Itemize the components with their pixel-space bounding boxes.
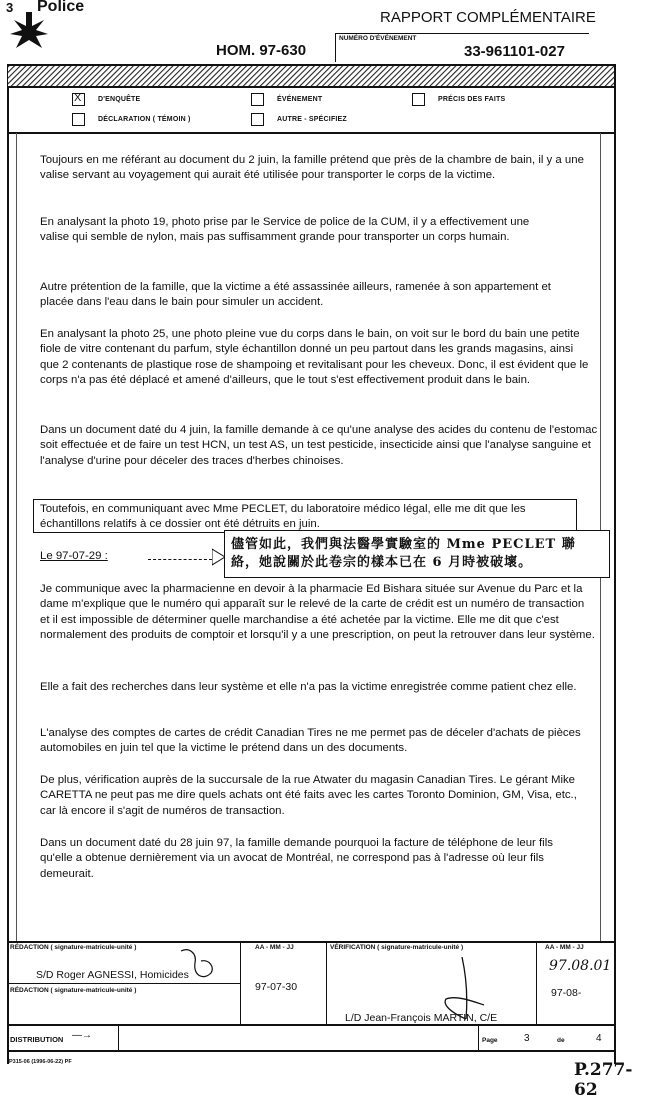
paragraph-5: Dans un document daté du 4 juin, la famille demande à ce qu'une analyse des acides du contenu de l'estomac soit effectuée et de faire un test HCN, un test AS, un test pesticide, insecticide ainsi que l'analyse sanguine et l'analyse d'urine pour déceler des traces d'herbes chinoises. bbox=[40, 424, 598, 467]
date-heading: Le 97-07-29 : bbox=[40, 550, 108, 562]
handwritten-date: 97.08.01 bbox=[549, 958, 612, 974]
footer-top-rule bbox=[7, 941, 615, 943]
verification-date-label: AA - MM - JJ bbox=[545, 944, 584, 951]
page-label: Page bbox=[482, 1037, 498, 1044]
redaction-date: 97-07-30 bbox=[255, 981, 298, 993]
stamp-reference: P.277-62 bbox=[574, 1060, 633, 1100]
chinese-annotation-box bbox=[224, 530, 610, 578]
file-reference: HOM. 97-630 bbox=[216, 42, 307, 59]
distribution-label: DISTRIBUTION bbox=[10, 1035, 64, 1044]
checkbox-label-declaration: DÉCLARATION ( TÉMOIN ) bbox=[98, 116, 191, 123]
page-col bbox=[478, 1025, 479, 1051]
banner-bottom-rule bbox=[7, 86, 615, 88]
checkbox-label-evenement: ÉVÉNEMENT bbox=[277, 96, 323, 103]
verifier-signature bbox=[432, 955, 492, 1025]
chinese-annotation: 儘管如此，我們與法醫學實驗室的 Mme PECLET 聯絡，她說關於此卷宗的樣本已在 6 月時被破壞。 bbox=[231, 537, 576, 570]
distribution-col bbox=[118, 1025, 119, 1051]
frame-right-rule bbox=[614, 64, 616, 1064]
checkbox-label-precis: PRÉCIS DES FAITS bbox=[438, 96, 506, 103]
paragraph-11: Dans un document daté du 28 juin 97, la famille demande pourquoi la facture de téléphone de leur fils qu'elle a obtenue dernièrement via un avocat de Montréal, ne correspond pas à l'adresse où leur fils demeurait. bbox=[40, 837, 553, 880]
checkbox-declaration[interactable] bbox=[72, 113, 85, 126]
redactor-signature bbox=[175, 945, 219, 985]
paragraph-6: Toutefois, en communiquant avec Mme PECLET, du laboratoire médico légal, elle me dit que les échantillons relatifs à ce dossier ont été détruits en juin. bbox=[40, 503, 526, 531]
event-number-label: NUMÉRO D'ÉVÉNEMENT bbox=[339, 35, 417, 42]
page-mark: 3 bbox=[6, 0, 14, 15]
footer-col-3 bbox=[536, 941, 537, 1025]
checkbox-mark: X bbox=[74, 92, 82, 104]
checkbox-autre[interactable] bbox=[251, 113, 264, 126]
paragraph-4: En analysant la photo 25, une photo pleine vue du corps dans le bain, on voit sur le bord du bain une petite fiole de vitre contenant du parfum, style échantillon donné un peu partout dans les grands magasins, ainsi que 2 contenants de plastique rose de shampoing et revitalisant pour les cheveux. Donc, il est évident que le corps n'a pas été déplacé et amené d'ailleurs, que le tout s'est effectivement produit dans le bain. bbox=[40, 328, 589, 387]
verifier-name: L/D Jean-François MARTIN, C/E bbox=[345, 1012, 498, 1024]
page-total: 4 bbox=[596, 1033, 602, 1044]
checkbox-label-enquete: D'ENQUÊTE bbox=[98, 96, 141, 103]
form-banner bbox=[8, 66, 614, 86]
distribution-bottom-rule bbox=[7, 1050, 615, 1052]
paragraph-3: Autre prétention de la famille, que la victime a été assassinée ailleurs, ramenée à son appartement et placée dans l'eau dans le bain pour simuler un accident. bbox=[40, 281, 551, 309]
footer-bottom-rule bbox=[7, 1024, 615, 1026]
redaction-label: RÉDACTION ( signature-matricule-unité ) bbox=[10, 944, 137, 951]
paragraph-10: De plus, vérification auprès de la succursale de la rue Atwater du magasin Canadian Tires. Le gérant Mike CARETTA ne peut pas me dire quels achats ont été faits avec les cartes Toronto Dominion, GM, Visa, etc., car là encore il s'agit de numéros de transaction. bbox=[40, 774, 577, 817]
police-logo-icon bbox=[8, 12, 50, 52]
checkbox-evenement[interactable] bbox=[251, 93, 264, 106]
redaction-date-label: AA - MM - JJ bbox=[255, 944, 294, 951]
inner-left-rule bbox=[16, 133, 17, 941]
redaction-label-2: RÉDACTION ( signature-matricule-unité ) bbox=[10, 987, 137, 994]
page-of-label: de bbox=[557, 1037, 565, 1044]
date-heading-rule bbox=[148, 559, 212, 560]
checkbox-section-rule bbox=[7, 132, 615, 134]
paragraph-8: Elle a fait des recherches dans leur système et elle n'a pas la victime enregistrée comme patient chez elle. bbox=[40, 681, 577, 693]
page-current: 3 bbox=[524, 1033, 530, 1044]
agency-name: Police bbox=[37, 0, 85, 15]
checkbox-label-autre: AUTRE - SPÉCIFIEZ bbox=[277, 116, 347, 123]
report-title: RAPPORT COMPLÉMENTAIRE bbox=[380, 9, 596, 26]
verification-date: 97-08- bbox=[551, 987, 582, 999]
footer-col-2 bbox=[326, 941, 327, 1025]
verification-label: VÉRIFICATION ( signature-matricule-unité ) bbox=[330, 944, 464, 951]
checkbox-precis-des-faits[interactable] bbox=[412, 93, 425, 106]
paragraph-1: Toujours en me référant au document du 2 juin, la famille prétend que près de la chambre de bain, il y a une valise servant au voyagement qui aurait été utilisée pour transporter le corps de la victime. bbox=[40, 154, 584, 182]
paragraph-7: Je communique avec la pharmacienne en devoir à la pharmacie Ed Bishara située sur Avenue du Parc et la dame m'explique que le numéro qui apparaît sur le relevé de la carte de crédit est un numéro de transaction et il est impossible de déterminer quelle marchandise a été achetée par la victime. Elle me dit que c'est normalement des produits de comptoir et lorsqu'il y a une prescription, on peut la retrouver dans leur système. bbox=[40, 583, 595, 642]
form-code: P315-06 (1996-06-22) PF bbox=[9, 1059, 72, 1065]
event-number: 33-961101-027 bbox=[464, 43, 565, 60]
event-number-box bbox=[335, 33, 589, 62]
paragraph-9: L'analyse des comptes de cartes de crédit Canadian Tires ne me permet pas de déceler d'achats de pièces automobiles en juin tel que la victime le prétend dans un des documents. bbox=[40, 727, 581, 755]
footer-col-1 bbox=[240, 941, 241, 1025]
distribution-arrow: —→ bbox=[72, 1030, 92, 1041]
frame-left-rule bbox=[7, 64, 9, 1064]
redactor-name: S/D Roger AGNESSI, Homicides bbox=[36, 969, 189, 981]
paragraph-2: En analysant la photo 19, photo prise par le Service de police de la CUM, il y a effectivement une valise qui semble de nylon, mais pas suffisamment grande pour transporter un corps humain. bbox=[40, 216, 530, 244]
checkbox-enquete[interactable] bbox=[72, 93, 85, 106]
